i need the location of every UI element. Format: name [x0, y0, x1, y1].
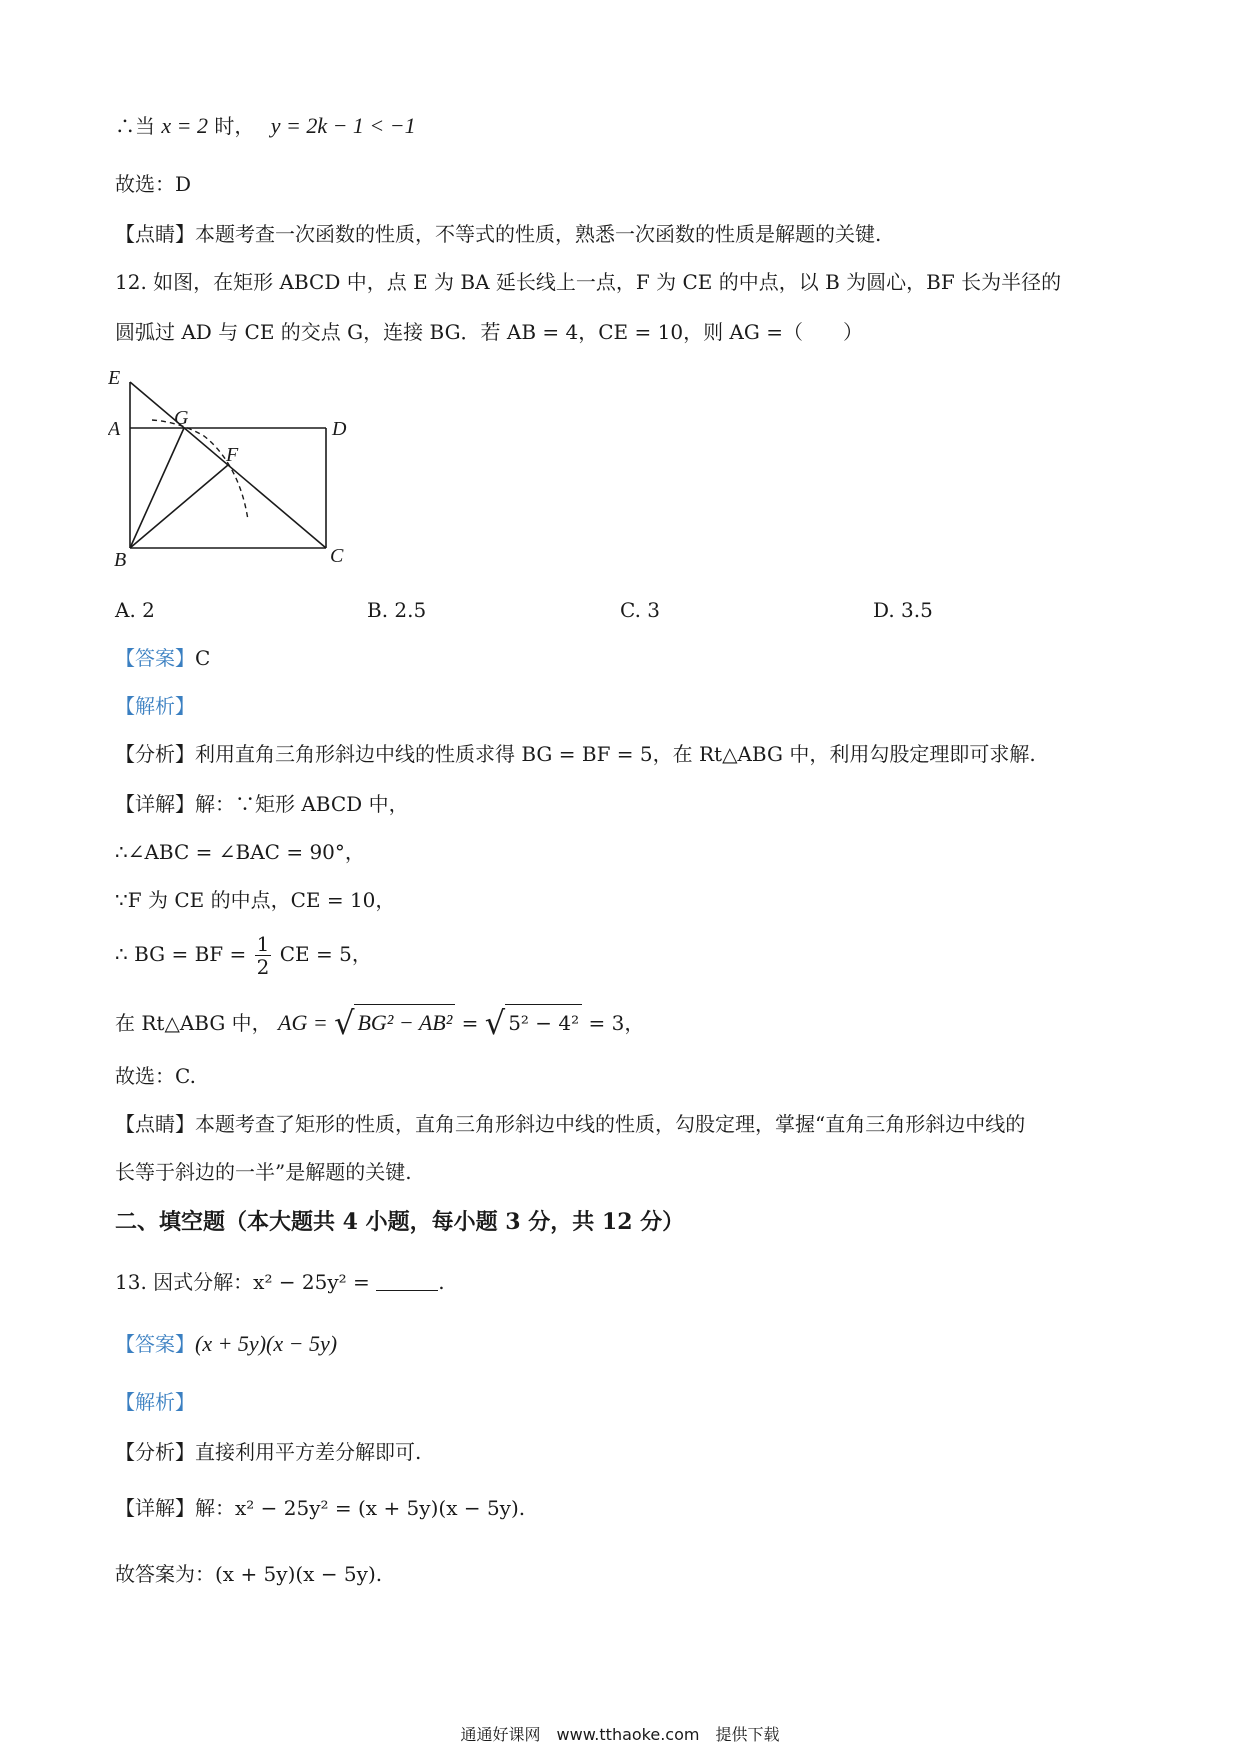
label-B: B [114, 549, 127, 571]
segment-BG [130, 428, 184, 548]
therefore-text: ∴当 [115, 114, 155, 138]
q13-stem-end: . [438, 1270, 445, 1294]
q13-answer-line [115, 1330, 337, 1358]
radical-sign-1: √ [334, 1004, 355, 1042]
fraction-numerator: 1 [256, 932, 270, 956]
conclusion-line [115, 112, 416, 140]
ce-text: CE = 5， [279, 942, 372, 966]
q13-analysis-tag: 【解析】 [115, 1390, 195, 1414]
x-value: x = 2 [161, 113, 208, 138]
q12-detail-2: ∴∠ABC = ∠BAC = 90°， [115, 840, 365, 864]
y-expression: y = 2k − 1 < −1 [270, 113, 416, 138]
comment-line: 【点睛】本题考查一次函数的性质，不等式的性质，熟悉一次函数的性质是解题的关键. [115, 222, 882, 246]
option-d: D. 3.5 [873, 598, 933, 622]
answer-value: C [195, 646, 211, 670]
q13-stem-text: 13. 因式分解：x² − 25y² = [115, 1270, 370, 1294]
q12-detail-1: 【详解】解：∵矩形 ABCD 中， [115, 792, 409, 816]
fraction-denominator: 2 [256, 955, 270, 979]
rt-triangle-text: 在 Rt△ABG 中， [115, 1011, 272, 1035]
answer-tag: 【答案】 [115, 1332, 195, 1356]
label-C: C [330, 545, 344, 567]
option-b: B. 2.5 [367, 598, 427, 622]
option-a: A. 2 [115, 598, 155, 622]
fraction-half [255, 933, 272, 978]
answer-value: (x + 5y)(x − 5y) [195, 1331, 338, 1356]
result-text: = 3， [588, 1011, 645, 1035]
q12-detail-4 [115, 930, 372, 978]
page-footer: 通通好课网 www.tthaoke.com 提供下载 [460, 1725, 780, 1744]
answer-blank [376, 1272, 438, 1291]
when-text: 时， [214, 114, 255, 138]
q12-comment-1: 【点睛】本题考查了矩形的性质，直角三角形斜边中线的性质，勾股定理，掌握“直角三角形斜边中线的 [115, 1112, 1026, 1136]
q12-analysis: 【分析】利用直角三角形斜边中线的性质求得 BG = BF = 5，在 Rt△ABG 中，利用勾股定理即可求解. [115, 742, 1036, 766]
choice-line: 故选：D [115, 172, 192, 196]
q12-detail-5 [115, 1004, 644, 1041]
q13-analysis: 【分析】直接利用平方差分解即可. [115, 1440, 422, 1464]
q12-stem-line2: 圆弧过 AD 与 CE 的交点 G，连接 BG．若 AB = 4，CE = 10，则 AG =（ ） [115, 320, 863, 344]
answer-tag: 【答案】 [115, 646, 195, 670]
option-c: C. 3 [620, 598, 661, 622]
q12-stem-line1: 12. 如图，在矩形 ABCD 中，点 E 为 BA 延长线上一点，F 为 CE 的中点，以 B 为圆心，BF 长为半径的 [115, 270, 1062, 294]
bg-bf-text: ∴ BG = BF = [115, 942, 247, 966]
label-A: A [108, 418, 121, 440]
q12-detail-3: ∵F 为 CE 的中点，CE = 10， [115, 888, 396, 912]
ag-text: AG = [278, 1010, 328, 1035]
geometry-figure [108, 362, 348, 572]
q13-stem [115, 1268, 445, 1296]
q12-comment-2: 长等于斜边的一半”是解题的关键. [115, 1160, 412, 1184]
q13-final: 故答案为：(x + 5y)(x − 5y). [115, 1562, 383, 1586]
q12-analysis-tag: 【解析】 [115, 694, 195, 718]
radical-sign-2: √ [484, 1004, 506, 1042]
segment-BF [130, 465, 228, 548]
label-E: E [108, 367, 121, 389]
radicand-1: BG² − AB² [354, 1004, 455, 1041]
q13-detail: 【详解】解：x² − 25y² = (x + 5y)(x − 5y). [115, 1496, 526, 1520]
label-G: G [174, 407, 189, 429]
q12-answer-line [115, 644, 210, 672]
q12-choose: 故选：C. [115, 1064, 196, 1088]
label-F: F [226, 444, 239, 466]
equals-sign: = [461, 1011, 479, 1035]
section-title: 二、填空题（本大题共 4 小题，每小题 3 分，共 12 分） [115, 1209, 685, 1235]
label-D: D [332, 418, 347, 440]
radicand-2: 5² − 4² [505, 1004, 582, 1041]
